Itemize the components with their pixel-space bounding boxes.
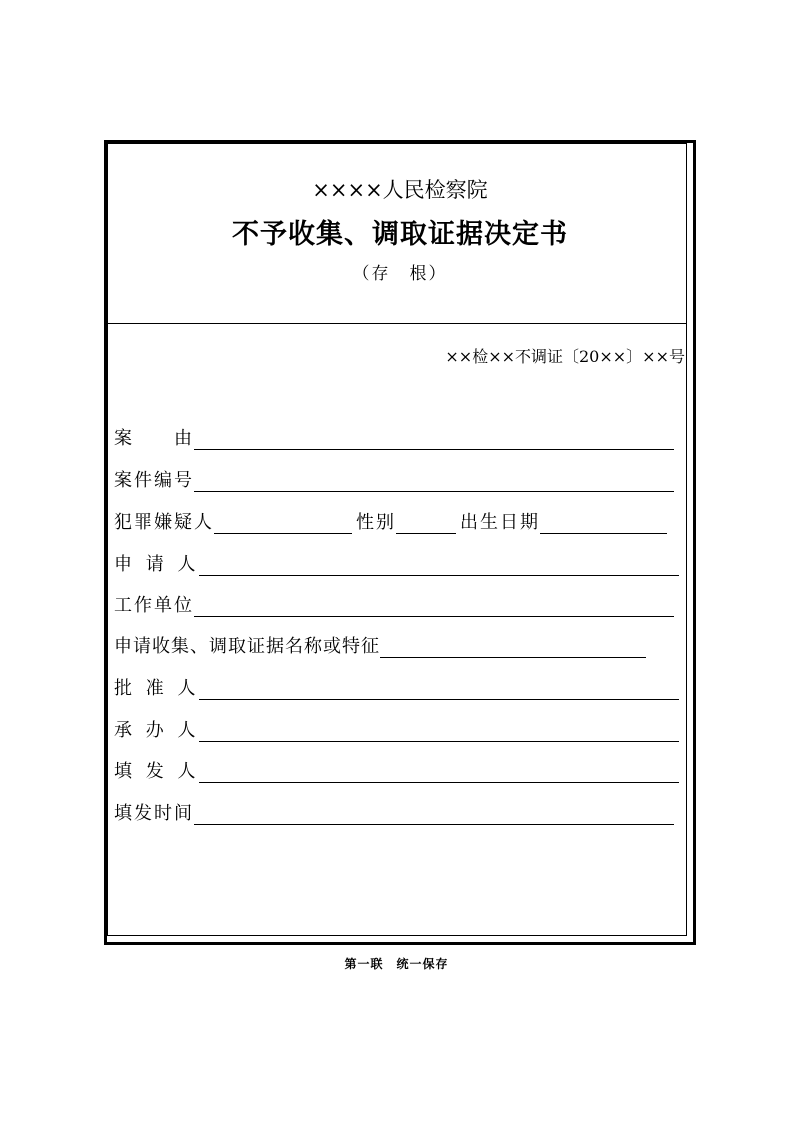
row-issuer <box>114 757 679 783</box>
label-applicant: 申 请 人 <box>114 554 200 575</box>
blank-case-cause[interactable] <box>194 427 674 450</box>
row-applicant <box>114 550 679 576</box>
document-title: 不予收集、调取证据决定书 <box>232 219 568 250</box>
row-approver <box>114 674 679 700</box>
row-work-unit <box>114 591 674 617</box>
document-number: ××检××不调证〔20××〕××号 <box>445 347 685 366</box>
label-case-cause: 案 由 <box>114 428 194 449</box>
blank-issuer[interactable] <box>199 760 679 783</box>
blank-issue-time[interactable] <box>194 802 674 825</box>
row-evidence-name <box>114 632 646 658</box>
row-handler <box>114 716 679 742</box>
blank-suspect[interactable] <box>214 511 352 534</box>
blank-applicant[interactable] <box>199 553 679 576</box>
blank-case-number[interactable] <box>194 469 674 492</box>
blank-gender[interactable] <box>396 511 456 534</box>
row-case-number <box>114 466 674 492</box>
blank-approver[interactable] <box>199 677 679 700</box>
blank-work-unit[interactable] <box>194 594 674 617</box>
label-issuer: 填 发 人 <box>114 761 200 782</box>
header-divider <box>107 323 687 324</box>
label-issue-time: 填发时间 <box>114 803 194 824</box>
row-suspect <box>114 508 667 534</box>
label-case-number: 案件编号 <box>114 470 194 491</box>
label-handler: 承 办 人 <box>114 720 200 741</box>
label-birth-date: 出生日期 <box>460 512 540 533</box>
document-subtitle: （存 根） <box>352 264 448 284</box>
row-issue-time <box>114 799 674 825</box>
label-evidence-name: 申请收集、调取证据名称或特征 <box>114 636 380 657</box>
footer-note: 第一联 统一保存 <box>344 957 449 971</box>
label-gender: 性别 <box>356 512 396 533</box>
row-case-cause <box>114 424 674 450</box>
blank-birth-date[interactable] <box>540 511 667 534</box>
organization-name: ××××人民检察院 <box>312 178 488 202</box>
label-suspect: 犯罪嫌疑人 <box>114 512 214 533</box>
blank-handler[interactable] <box>199 719 679 742</box>
label-approver: 批 准 人 <box>114 678 200 699</box>
blank-evidence-name[interactable] <box>380 635 646 658</box>
label-work-unit: 工作单位 <box>114 595 194 616</box>
